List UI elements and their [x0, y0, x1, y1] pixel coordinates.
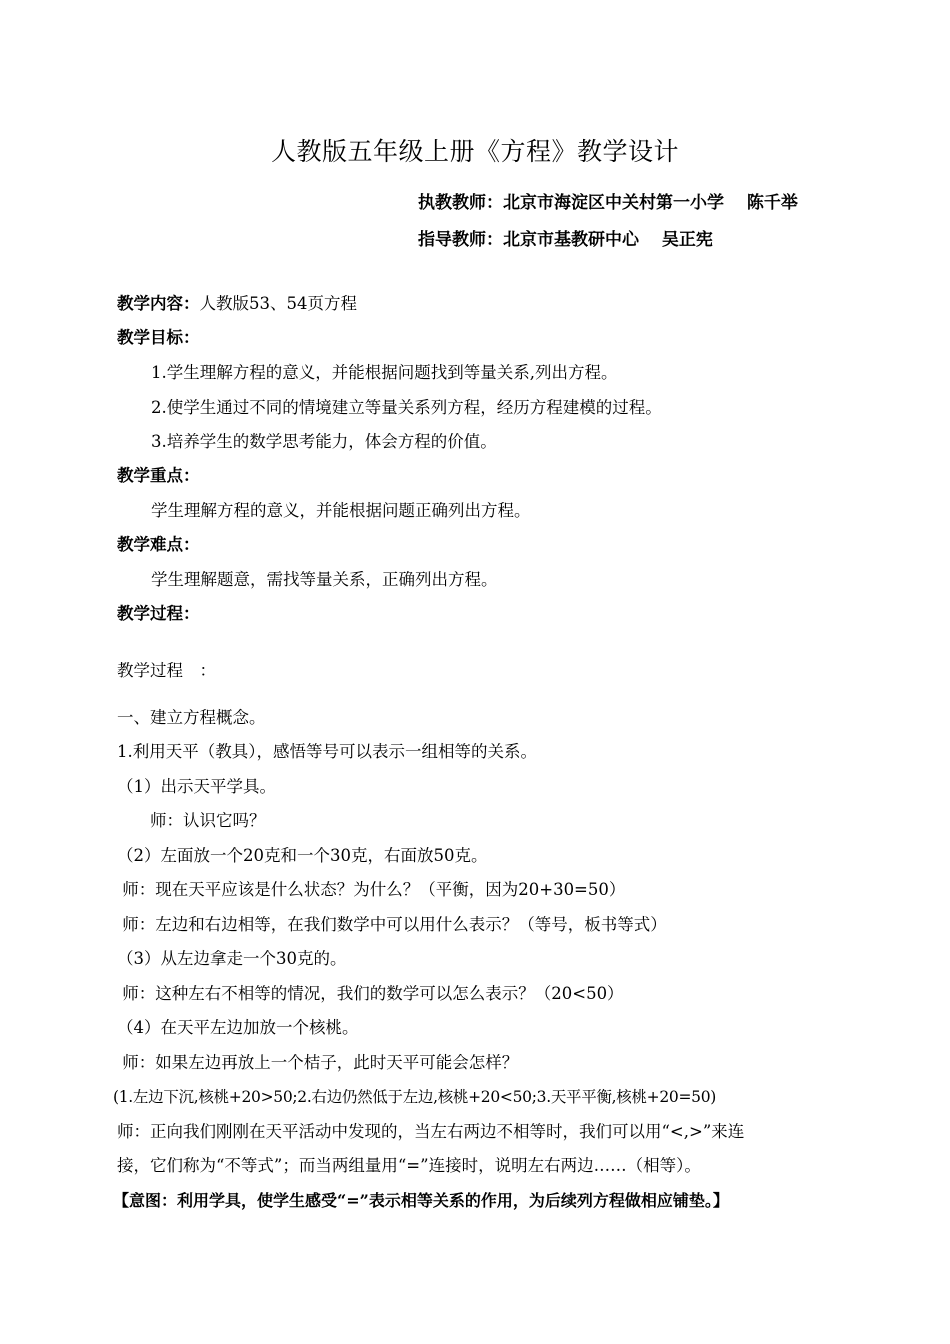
teaching-content-label: 教学内容：: [117, 294, 200, 313]
goal-item: 3.培养学生的数学思考能力，体会方程的价值。: [151, 432, 497, 451]
goal-item: 1.学生理解方程的意义，并能根据问题找到等量关系,列出方程。: [151, 363, 618, 382]
difficulty-heading: 教学难点：: [117, 535, 200, 554]
process-line: 师：现在天平应该是什么状态？为什么？（平衡，因为20+30=50）: [117, 880, 626, 899]
process-line: 师：如果左边再放上一个桔子，此时天平可能会怎样？: [117, 1053, 519, 1072]
process-line: 一、建立方程概念。: [117, 708, 266, 727]
process-line: （3）从左边拿走一个30克的。: [117, 949, 347, 968]
process-line: （2）左面放一个20克和一个30克，右面放50克。: [117, 846, 488, 865]
process-line: (1.左边下沉,核桃+20>50;2.右边仍然低于左边,核桃+20<50;3.天平平衡,核桃+20=50): [113, 1088, 717, 1106]
goal-item: 2.使学生通过不同的情境建立等量关系列方程，经历方程建模的过程。: [151, 398, 662, 417]
process-line: 师：这种左右不相等的情况，我们的数学可以怎么表示？（20<50）: [117, 984, 624, 1003]
process-line: 师：认识它吗？: [117, 811, 266, 830]
process-line: 师：正向我们刚刚在天平活动中发现的，当左右两边不相等时，我们可以用“<,>”来连: [117, 1122, 745, 1141]
process-line: （1）出示天平学具。: [117, 777, 276, 796]
difficulty-text: 学生理解题意，需找等量关系，正确列出方程。: [151, 570, 498, 589]
teaching-content-value: 人教版53、54页方程: [199, 294, 357, 313]
process-heading: 教学过程：: [117, 604, 200, 623]
process-line: 接，它们称为“不等式”；而当两组量用“=”连接时，说明左右两边……（相等）。: [117, 1156, 701, 1175]
design-intent: 【意图：利用学具，使学生感受“=”表示相等关系的作用，为后续列方程做相应铺垫。】: [113, 1191, 729, 1210]
goals-heading: 教学目标：: [117, 328, 200, 347]
teacher-credit: 执教教师：北京市海淀区中关村第一小学 陈千举: [418, 193, 798, 213]
process-subheading: 教学过程 ：: [117, 661, 216, 680]
document-title: 人教版五年级上册《方程》教学设计: [270, 137, 679, 166]
teaching-content: [117, 292, 357, 316]
advisor-credit: 指导教师：北京市基教研中心 吴正宪: [418, 230, 713, 250]
process-line: 1.利用天平（教具），感悟等号可以表示一组相等的关系。: [117, 742, 537, 761]
key-point-heading: 教学重点：: [117, 466, 200, 485]
key-point-text: 学生理解方程的意义，并能根据问题正确列出方程。: [151, 501, 531, 520]
process-line: （4）在天平左边加放一个核桃。: [117, 1018, 359, 1037]
process-line: 师：左边和右边相等，在我们数学中可以用什么表示？（等号，板书等式）: [117, 915, 667, 934]
